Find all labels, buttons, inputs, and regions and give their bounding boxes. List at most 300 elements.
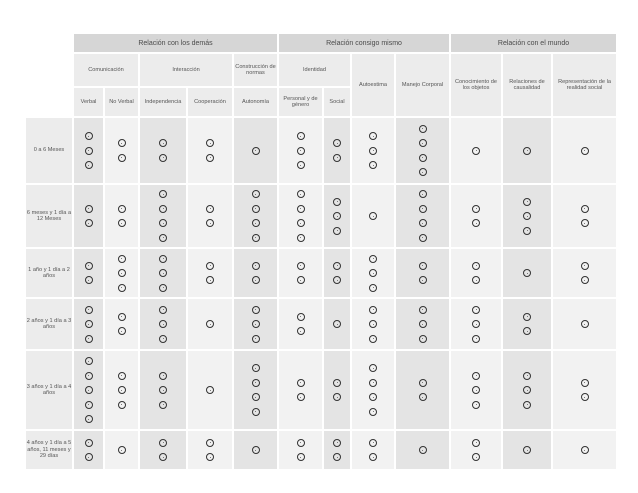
matrix-cell [139, 298, 187, 350]
circle-dot-icon [206, 276, 214, 284]
matrix-cell [502, 117, 552, 184]
marker-stack [105, 446, 138, 454]
circle-dot-icon [333, 393, 341, 401]
circle-dot-icon [419, 276, 427, 284]
matrix-cell [104, 248, 139, 298]
circle-dot-icon [333, 262, 341, 270]
matrix-cell [502, 184, 552, 248]
circle-dot-icon [85, 439, 93, 447]
matrix-cell [104, 117, 139, 184]
marker-stack [188, 205, 232, 228]
matrix-cell [187, 117, 233, 184]
matrix-cell [351, 248, 395, 298]
circle-dot-icon [252, 262, 260, 270]
circle-dot-icon [297, 439, 305, 447]
marker-stack [234, 364, 277, 416]
marker-stack [105, 372, 138, 409]
subgroup-header: Conocimiento de los objetos [450, 53, 502, 117]
matrix-cell [450, 117, 502, 184]
circle-dot-icon [159, 372, 167, 380]
circle-dot-icon [472, 219, 480, 227]
circle-dot-icon [369, 335, 377, 343]
marker-stack [503, 198, 551, 235]
marker-stack [553, 379, 616, 402]
matrix-cell [323, 184, 351, 248]
circle-dot-icon [581, 147, 589, 155]
marker-stack [279, 313, 322, 336]
matrix-cell [450, 298, 502, 350]
circle-dot-icon [118, 205, 126, 213]
matrix-cell [104, 350, 139, 430]
marker-stack [234, 446, 277, 454]
matrix-cell [502, 248, 552, 298]
table-row [25, 430, 617, 470]
marker-stack [234, 262, 277, 285]
marker-stack [140, 190, 186, 242]
marker-stack [396, 446, 449, 454]
circle-dot-icon [369, 212, 377, 220]
matrix-cell [139, 430, 187, 470]
row-label: 2 años y 1 día a 3 años [25, 298, 73, 350]
table-row [25, 184, 617, 248]
circle-dot-icon [523, 313, 531, 321]
circle-dot-icon [419, 335, 427, 343]
circle-dot-icon [472, 262, 480, 270]
marker-stack [279, 439, 322, 462]
circle-dot-icon [159, 139, 167, 147]
matrix-cell [187, 430, 233, 470]
circle-dot-icon [159, 154, 167, 162]
circle-dot-icon [252, 205, 260, 213]
marker-stack [553, 147, 616, 155]
circle-dot-icon [159, 205, 167, 213]
table-row [25, 117, 617, 184]
circle-dot-icon [85, 415, 93, 423]
circle-dot-icon [118, 139, 126, 147]
column-header: Personal y de género [278, 87, 323, 117]
marker-stack [352, 364, 394, 416]
circle-dot-icon [159, 439, 167, 447]
circle-dot-icon [369, 147, 377, 155]
circle-dot-icon [118, 386, 126, 394]
matrix-cell [187, 248, 233, 298]
marker-stack [324, 379, 350, 402]
circle-dot-icon [419, 262, 427, 270]
circle-dot-icon [369, 284, 377, 292]
subgroup-header: Comunicación [73, 53, 139, 87]
circle-dot-icon [333, 227, 341, 235]
circle-dot-icon [472, 306, 480, 314]
circle-dot-icon [297, 234, 305, 242]
circle-dot-icon [159, 335, 167, 343]
matrix-cell [73, 298, 104, 350]
circle-dot-icon [472, 372, 480, 380]
marker-stack [352, 439, 394, 462]
circle-dot-icon [297, 393, 305, 401]
marker-stack [553, 320, 616, 328]
circle-dot-icon [419, 154, 427, 162]
circle-dot-icon [85, 357, 93, 365]
marker-stack [234, 190, 277, 242]
marker-stack [451, 262, 501, 285]
marker-stack [451, 147, 501, 155]
circle-dot-icon [472, 401, 480, 409]
circle-dot-icon [85, 335, 93, 343]
matrix-cell [104, 184, 139, 248]
circle-dot-icon [118, 401, 126, 409]
subgroup-header: Identidad [278, 53, 351, 87]
matrix-cell [139, 248, 187, 298]
matrix-cell [552, 298, 617, 350]
circle-dot-icon [297, 190, 305, 198]
column-header: Independencia [139, 87, 187, 117]
row-label: 6 meses y 1 día a 12 Meses [25, 184, 73, 248]
matrix-cell [552, 248, 617, 298]
circle-dot-icon [523, 227, 531, 235]
marker-stack [553, 446, 616, 454]
circle-dot-icon [369, 306, 377, 314]
marker-stack [105, 313, 138, 336]
matrix-cell [502, 350, 552, 430]
circle-dot-icon [581, 320, 589, 328]
matrix-cell [552, 184, 617, 248]
circle-dot-icon [85, 132, 93, 140]
marker-stack [279, 132, 322, 169]
circle-dot-icon [252, 364, 260, 372]
marker-stack [74, 306, 103, 343]
circle-dot-icon [369, 255, 377, 263]
matrix-cell [233, 350, 278, 430]
marker-stack [234, 306, 277, 343]
matrix-cell [395, 184, 450, 248]
marker-stack [324, 320, 350, 328]
column-header: Verbal [73, 87, 104, 117]
marker-stack [234, 147, 277, 155]
circle-dot-icon [206, 320, 214, 328]
marker-stack [396, 190, 449, 242]
circle-dot-icon [159, 234, 167, 242]
circle-dot-icon [85, 147, 93, 155]
circle-dot-icon [252, 335, 260, 343]
circle-dot-icon [333, 439, 341, 447]
circle-dot-icon [369, 453, 377, 461]
circle-dot-icon [297, 453, 305, 461]
matrix-cell [323, 248, 351, 298]
matrix-cell [323, 430, 351, 470]
circle-dot-icon [523, 327, 531, 335]
table-row [25, 350, 617, 430]
circle-dot-icon [118, 154, 126, 162]
circle-dot-icon [369, 364, 377, 372]
marker-stack [74, 132, 103, 169]
circle-dot-icon [419, 320, 427, 328]
circle-dot-icon [419, 393, 427, 401]
marker-stack [188, 262, 232, 285]
circle-dot-icon [252, 393, 260, 401]
marker-stack [74, 262, 103, 285]
marker-stack [105, 205, 138, 228]
circle-dot-icon [581, 393, 589, 401]
marker-stack [324, 262, 350, 285]
circle-dot-icon [118, 255, 126, 263]
column-header: Cooperación [187, 87, 233, 117]
circle-dot-icon [472, 386, 480, 394]
circle-dot-icon [206, 219, 214, 227]
marker-stack [140, 306, 186, 343]
circle-dot-icon [85, 386, 93, 394]
matrix-cell [395, 248, 450, 298]
marker-stack [503, 313, 551, 336]
matrix-cell [323, 298, 351, 350]
marker-stack [324, 198, 350, 235]
circle-dot-icon [472, 320, 480, 328]
circle-dot-icon [85, 306, 93, 314]
circle-dot-icon [472, 453, 480, 461]
circle-dot-icon [206, 154, 214, 162]
circle-dot-icon [252, 234, 260, 242]
circle-dot-icon [297, 379, 305, 387]
table-row [25, 298, 617, 350]
marker-stack [140, 139, 186, 162]
matrix-cell [351, 430, 395, 470]
marker-stack [396, 306, 449, 343]
marker-stack [451, 372, 501, 409]
circle-dot-icon [419, 234, 427, 242]
marker-stack [451, 306, 501, 343]
marker-stack [188, 386, 232, 394]
marker-stack [503, 269, 551, 277]
matrix-cell [278, 248, 323, 298]
matrix-cell [552, 430, 617, 470]
marker-stack [352, 212, 394, 220]
marker-stack [188, 139, 232, 162]
marker-stack [105, 255, 138, 292]
circle-dot-icon [419, 219, 427, 227]
matrix-cell [278, 184, 323, 248]
matrix-cell [395, 430, 450, 470]
table-row [25, 248, 617, 298]
matrix-cell [278, 430, 323, 470]
competency-matrix [24, 32, 618, 471]
circle-dot-icon [206, 139, 214, 147]
matrix-cell [278, 350, 323, 430]
subgroup-header: Representación de la realidad social [552, 53, 617, 117]
circle-dot-icon [523, 147, 531, 155]
circle-dot-icon [581, 262, 589, 270]
matrix-cell [395, 117, 450, 184]
circle-dot-icon [85, 401, 93, 409]
matrix-cell [450, 350, 502, 430]
matrix-cell [502, 430, 552, 470]
circle-dot-icon [472, 205, 480, 213]
marker-stack [279, 190, 322, 242]
circle-dot-icon [419, 446, 427, 454]
marker-stack [74, 205, 103, 228]
subgroup-header: Autoestima [351, 53, 395, 117]
circle-dot-icon [333, 139, 341, 147]
circle-dot-icon [252, 408, 260, 416]
matrix-cell [233, 184, 278, 248]
matrix-cell [450, 248, 502, 298]
marker-stack [451, 439, 501, 462]
circle-dot-icon [118, 446, 126, 454]
circle-dot-icon [581, 379, 589, 387]
circle-dot-icon [472, 276, 480, 284]
matrix-cell [233, 298, 278, 350]
circle-dot-icon [419, 125, 427, 133]
circle-dot-icon [206, 453, 214, 461]
row-label: 4 años y 1 día a 5 años, 11 meses y 29 días [25, 430, 73, 470]
circle-dot-icon [333, 276, 341, 284]
circle-dot-icon [472, 439, 480, 447]
marker-stack [140, 372, 186, 409]
circle-dot-icon [159, 453, 167, 461]
circle-dot-icon [159, 190, 167, 198]
marker-stack [396, 262, 449, 285]
marker-stack [74, 357, 103, 423]
marker-stack [324, 439, 350, 462]
circle-dot-icon [419, 306, 427, 314]
marker-stack [105, 139, 138, 162]
circle-dot-icon [523, 386, 531, 394]
circle-dot-icon [333, 154, 341, 162]
circle-dot-icon [472, 147, 480, 155]
circle-dot-icon [523, 212, 531, 220]
circle-dot-icon [297, 132, 305, 140]
circle-dot-icon [297, 313, 305, 321]
circle-dot-icon [118, 219, 126, 227]
matrix-cell [502, 298, 552, 350]
circle-dot-icon [297, 205, 305, 213]
circle-dot-icon [297, 219, 305, 227]
circle-dot-icon [419, 379, 427, 387]
marker-stack [503, 147, 551, 155]
marker-stack [553, 262, 616, 285]
marker-stack [279, 379, 322, 402]
subgroup-header: Relaciones de causalidad [502, 53, 552, 117]
circle-dot-icon [523, 401, 531, 409]
circle-dot-icon [369, 393, 377, 401]
circle-dot-icon [159, 320, 167, 328]
matrix-cell [104, 298, 139, 350]
circle-dot-icon [297, 147, 305, 155]
matrix-cell [351, 350, 395, 430]
circle-dot-icon [297, 276, 305, 284]
matrix-cell [233, 117, 278, 184]
marker-stack [553, 205, 616, 228]
column-header: Social [323, 87, 351, 117]
circle-dot-icon [369, 269, 377, 277]
circle-dot-icon [252, 219, 260, 227]
circle-dot-icon [419, 168, 427, 176]
circle-dot-icon [159, 269, 167, 277]
circle-dot-icon [252, 147, 260, 155]
matrix-cell [73, 117, 104, 184]
circle-dot-icon [118, 284, 126, 292]
circle-dot-icon [581, 446, 589, 454]
row-label: 3 años y 1 día a 4 años [25, 350, 73, 430]
circle-dot-icon [581, 219, 589, 227]
circle-dot-icon [118, 372, 126, 380]
circle-dot-icon [369, 408, 377, 416]
circle-dot-icon [159, 386, 167, 394]
circle-dot-icon [85, 372, 93, 380]
circle-dot-icon [333, 212, 341, 220]
circle-dot-icon [252, 446, 260, 454]
marker-stack [352, 306, 394, 343]
matrix-cell [139, 350, 187, 430]
matrix-cell [233, 430, 278, 470]
circle-dot-icon [369, 320, 377, 328]
circle-dot-icon [419, 190, 427, 198]
group-header: Relación con los demás [73, 33, 278, 53]
matrix-cell [187, 350, 233, 430]
matrix-cell [73, 248, 104, 298]
circle-dot-icon [159, 306, 167, 314]
matrix-cell [395, 298, 450, 350]
matrix-cell [450, 430, 502, 470]
circle-dot-icon [297, 262, 305, 270]
circle-dot-icon [333, 453, 341, 461]
matrix-cell [323, 117, 351, 184]
circle-dot-icon [333, 320, 341, 328]
circle-dot-icon [85, 453, 93, 461]
matrix-cell [233, 248, 278, 298]
circle-dot-icon [252, 306, 260, 314]
circle-dot-icon [118, 269, 126, 277]
circle-dot-icon [85, 320, 93, 328]
circle-dot-icon [419, 205, 427, 213]
marker-stack [396, 125, 449, 177]
circle-dot-icon [206, 262, 214, 270]
matrix-cell [73, 430, 104, 470]
row-label: 1 año y 1 día a 2 años [25, 248, 73, 298]
circle-dot-icon [252, 190, 260, 198]
circle-dot-icon [333, 379, 341, 387]
matrix-cell [278, 117, 323, 184]
column-header: No Verbal [104, 87, 139, 117]
circle-dot-icon [252, 379, 260, 387]
circle-dot-icon [369, 379, 377, 387]
matrix-cell [187, 184, 233, 248]
marker-stack [74, 439, 103, 462]
circle-dot-icon [118, 313, 126, 321]
marker-stack [140, 439, 186, 462]
matrix-cell [187, 298, 233, 350]
marker-stack [188, 320, 232, 328]
marker-stack [503, 372, 551, 409]
circle-dot-icon [252, 276, 260, 284]
circle-dot-icon [85, 262, 93, 270]
corner-blank [25, 33, 73, 117]
circle-dot-icon [297, 161, 305, 169]
circle-dot-icon [523, 269, 531, 277]
marker-stack [324, 139, 350, 162]
matrix-cell [104, 430, 139, 470]
circle-dot-icon [369, 161, 377, 169]
subgroup-header: Manejo Corporal [395, 53, 450, 117]
circle-dot-icon [581, 205, 589, 213]
circle-dot-icon [369, 132, 377, 140]
matrix-cell [351, 117, 395, 184]
circle-dot-icon [206, 439, 214, 447]
matrix-cell [395, 350, 450, 430]
marker-stack [140, 255, 186, 292]
marker-stack [352, 255, 394, 292]
circle-dot-icon [523, 372, 531, 380]
circle-dot-icon [206, 386, 214, 394]
matrix-cell [450, 184, 502, 248]
